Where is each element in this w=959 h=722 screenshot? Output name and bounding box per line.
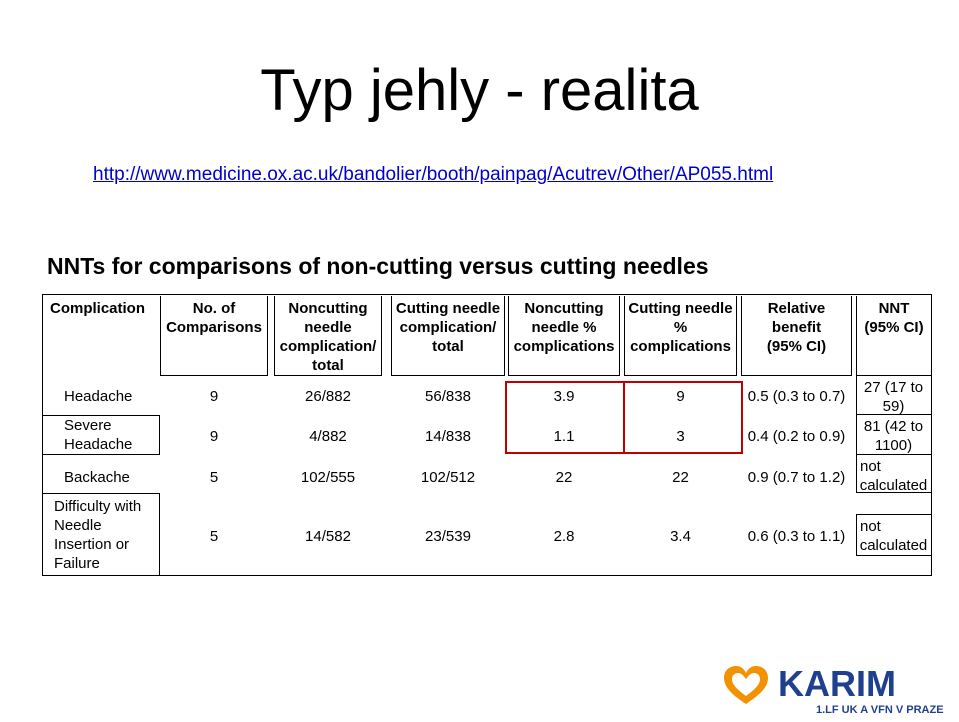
row-label-headache: Headache	[64, 388, 133, 405]
cell-nnt: 27 (17 to 59)	[863, 379, 924, 415]
cell-relative-benefit: 0.9 (0.7 to 1.2)	[747, 469, 846, 486]
cell-cutting-pct: 22	[672, 469, 689, 486]
cell-relative-benefit: 0.5 (0.3 to 0.7)	[747, 388, 846, 405]
cell-noncutting-total: 4/882	[309, 428, 347, 445]
row-label-severe-headache: Severe Headache	[64, 417, 133, 453]
cell-noncutting-total: 26/882	[305, 388, 351, 405]
header-cutting-total: Cutting needle complication/ total	[391, 296, 505, 376]
cell-cutting-pct: 3	[676, 428, 685, 445]
cell-cutting-total: 102/512	[420, 469, 476, 486]
row-label-backache: Backache	[64, 469, 130, 486]
header-complication: Complication	[50, 300, 146, 317]
cell-relative-benefit: 0.4 (0.2 to 0.9)	[747, 428, 846, 445]
row-label-difficulty: Difficulty with Needle Insertion or Failure	[54, 498, 142, 572]
cell-cutting-total: 14/838	[425, 428, 471, 445]
karim-logo	[706, 656, 959, 717]
source-link[interactable]: http://www.medicine.ox.ac.uk/bandolier/booth/painpag/Acutrev/Other/AP055.html	[93, 164, 774, 185]
cell-cutting-pct: 9	[676, 388, 685, 405]
cell-noncutting-pct: 2.8	[553, 528, 575, 545]
cell-comparisons: 5	[209, 528, 219, 545]
header-noncutting-pct: Noncutting needle % complications	[508, 296, 620, 376]
cell-comparisons: 9	[209, 428, 219, 445]
cell-noncutting-pct: 1.1	[553, 428, 575, 445]
cell-nnt: not calculated	[859, 458, 928, 494]
cell-cutting-pct: 3.4	[670, 528, 691, 545]
logo-name: KARIM	[778, 663, 896, 704]
header-cutting-pct: Cutting needle % complications	[624, 296, 737, 376]
cell-relative-benefit: 0.6 (0.3 to 1.1)	[747, 528, 846, 545]
cell-noncutting-pct: 22	[555, 469, 573, 486]
cell-comparisons: 5	[209, 469, 219, 486]
nnt-table	[42, 294, 932, 576]
cell-noncutting-pct: 3.9	[553, 388, 575, 405]
slide-title: Typ jehly - realita	[260, 58, 699, 123]
cell-cutting-total: 23/539	[425, 528, 471, 545]
heart-pin-icon	[706, 656, 959, 717]
cell-noncutting-total: 14/582	[305, 528, 351, 545]
cell-comparisons: 9	[209, 388, 219, 405]
header-relative-benefit: Relative benefit (95% CI)	[741, 296, 852, 376]
header-noncutting-total: Noncutting needle complication/ total	[274, 296, 382, 376]
header-comparisons: No. of Comparisons	[160, 296, 268, 376]
slide-subtitle: NNTs for comparisons of non-cutting versus cutting needles	[47, 253, 709, 279]
cell-nnt: 81 (42 to 1100)	[863, 418, 924, 454]
header-nnt: NNT (95% CI)	[856, 296, 931, 376]
logo-tagline: 1.LF UK A VFN V PRAZE	[816, 704, 944, 716]
cell-cutting-total: 56/838	[425, 388, 471, 405]
cell-nnt: not calculated	[859, 518, 928, 554]
cell-noncutting-total: 102/555	[300, 469, 356, 486]
